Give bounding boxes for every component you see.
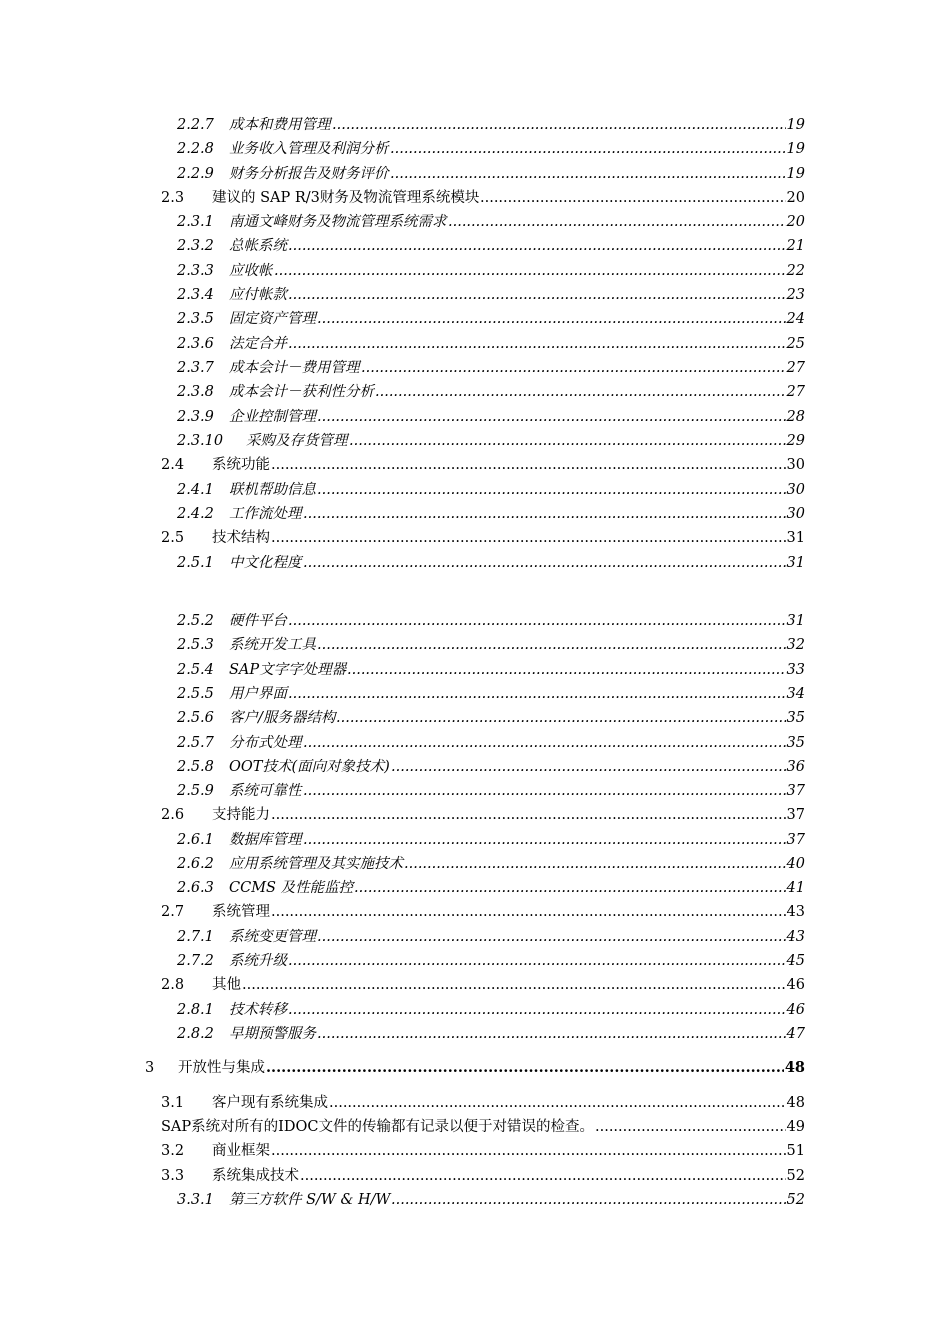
toc-entry-page: 21 — [786, 238, 805, 254]
toc-entry-page: 24 — [786, 311, 805, 327]
toc-entry[interactable] — [0, 780, 950, 802]
toc-leader-dots — [274, 260, 786, 282]
toc-leader-dots — [329, 1092, 786, 1114]
toc-entry-title: 总帐系统 — [229, 238, 287, 254]
toc-leader-dots — [242, 974, 786, 996]
toc-entry-page: 23 — [786, 287, 805, 303]
toc-leader-dots — [317, 634, 786, 656]
toc-entry-title: 其他 — [212, 977, 241, 993]
toc-entry-title: 中文化程度 — [229, 555, 302, 571]
toc-entry-title: 硬件平台 — [229, 613, 287, 629]
toc-entry-page: 49 — [786, 1119, 805, 1135]
toc-entry-number: 3.3 — [161, 1168, 185, 1184]
toc-leader-dots — [375, 381, 786, 403]
toc-entry-number: 2.2.9 — [177, 166, 214, 182]
toc-entry-number: 2.7.2 — [177, 953, 214, 969]
toc-entry-number: 2.5.1 — [177, 555, 214, 571]
toc-entry[interactable] — [0, 114, 950, 136]
toc-entry[interactable] — [0, 333, 950, 355]
toc-entry-page: 19 — [786, 117, 805, 133]
toc-entry-page: 35 — [786, 710, 805, 726]
toc-entry-page: 34 — [786, 686, 805, 702]
toc-leader-dots — [271, 454, 786, 476]
toc-leader-dots — [390, 138, 786, 160]
toc-entry[interactable] — [0, 634, 950, 656]
toc-entry-number: 2.5.4 — [177, 662, 214, 678]
toc-entry[interactable] — [0, 138, 950, 160]
toc-entry-number: 2.2.8 — [177, 141, 214, 157]
toc-leader-dots — [288, 235, 786, 257]
toc-entry-title: 客户现有系统集成 — [212, 1095, 328, 1111]
toc-entry[interactable] — [0, 1023, 950, 1045]
toc-entry[interactable] — [0, 503, 950, 525]
toc-entry-number: 2.3.8 — [177, 384, 214, 400]
toc-entry[interactable] — [0, 610, 950, 632]
toc-entry-page: 37 — [786, 832, 805, 848]
toc-leader-dots — [303, 552, 786, 574]
toc-entry[interactable] — [0, 381, 950, 403]
toc-entry-title: 成本会计－费用管理 — [229, 360, 360, 376]
toc-entry[interactable] — [0, 926, 950, 948]
toc-entry[interactable] — [0, 552, 950, 574]
toc-entry-page: 48 — [786, 1095, 805, 1111]
toc-entry-number: 2.4 — [161, 457, 185, 473]
toc-entry[interactable] — [0, 406, 950, 428]
toc-entry-title: SAP系统对所有的IDOC文件的传输都有记录以便于对错误的检查。 — [161, 1119, 594, 1135]
toc-entry-page: 31 — [786, 555, 805, 571]
toc-leader-dots — [448, 211, 786, 233]
toc-entry-title: 技术转移 — [229, 1002, 287, 1018]
toc-entry-number: 2.3.9 — [177, 409, 214, 425]
toc-entry-number: 2.3.2 — [177, 238, 214, 254]
toc-entry[interactable] — [0, 804, 950, 826]
toc-leader-dots — [336, 707, 786, 729]
toc-entry-title: 联机帮助信息 — [229, 482, 316, 498]
toc-leader-dots — [317, 479, 786, 501]
toc-entry[interactable] — [0, 454, 950, 476]
toc-entry-page: 46 — [786, 977, 805, 993]
toc-entry-page: 29 — [786, 433, 805, 449]
toc-entry[interactable] — [0, 235, 950, 257]
toc-entry-page: 27 — [786, 360, 805, 376]
toc-entry-title: 早期预警服务 — [229, 1026, 316, 1042]
toc-leader-dots — [391, 1189, 786, 1211]
toc-entry[interactable] — [0, 974, 950, 996]
toc-entry-title: 技术结构 — [212, 530, 270, 546]
toc-entry[interactable] — [0, 308, 950, 330]
toc-entry-page: 30 — [786, 506, 805, 522]
toc-leader-dots — [480, 187, 786, 209]
toc-leader-dots — [303, 503, 786, 525]
toc-entry-page: 37 — [786, 783, 805, 799]
toc-entry[interactable] — [0, 732, 950, 754]
toc-entry-title: 企业控制管理 — [229, 409, 316, 425]
toc-entry[interactable] — [0, 479, 950, 501]
toc-leader-dots — [288, 284, 786, 306]
toc-entry[interactable] — [0, 853, 950, 875]
toc-entry[interactable] — [0, 1165, 950, 1187]
toc-entry-title: 业务收入管理及利润分析 — [229, 141, 389, 157]
toc-entry-number: 3.1 — [161, 1095, 185, 1111]
toc-entry-title: 系统变更管理 — [229, 929, 316, 945]
toc-entry-number: 3.3.1 — [177, 1192, 214, 1208]
toc-entry-page: 40 — [786, 856, 805, 872]
toc-entry-page: 43 — [786, 929, 805, 945]
toc-leader-dots — [288, 999, 786, 1021]
toc-entry-title: 系统功能 — [212, 457, 270, 473]
toc-entry-title: 固定资产管理 — [229, 311, 316, 327]
toc-entry-title: 系统可靠性 — [229, 783, 302, 799]
toc-entry-number: 2.7 — [161, 904, 185, 920]
toc-leader-dots — [317, 406, 786, 428]
toc-entry-title: 商业框架 — [212, 1143, 270, 1159]
toc-leader-dots — [390, 163, 786, 185]
toc-entry[interactable] — [0, 1092, 950, 1114]
toc-entry-page: 32 — [786, 637, 805, 653]
toc-entry[interactable] — [0, 756, 950, 778]
toc-leader-dots — [595, 1116, 786, 1138]
toc-leader-dots — [317, 308, 786, 330]
toc-leader-dots — [347, 659, 786, 681]
toc-entry[interactable] — [0, 1057, 950, 1079]
toc-entry-number: 2.6 — [161, 807, 185, 823]
toc-entry-title: 系统管理 — [212, 904, 270, 920]
toc-entry[interactable] — [0, 527, 950, 549]
toc-entry-title: 建议的 SAP R/3财务及物流管理系统模块 — [212, 190, 480, 206]
toc-entry-number: 2.3.10 — [177, 433, 224, 449]
toc-entry-page: 19 — [786, 141, 805, 157]
toc-entry-number: 2.3.1 — [177, 214, 214, 230]
toc-entry-number: 3.2 — [161, 1143, 185, 1159]
toc-entry-number: 2.8 — [161, 977, 185, 993]
toc-entry-title: 用户界面 — [229, 686, 287, 702]
toc-entry-number: 2.8.2 — [177, 1026, 214, 1042]
toc-entry[interactable] — [0, 683, 950, 705]
toc-entry-title: 分布式处理 — [229, 735, 302, 751]
toc-entry-number: 2.4.2 — [177, 506, 214, 522]
toc-entry-title: 开放性与集成 — [178, 1060, 265, 1076]
toc-entry-number: 2.3 — [161, 190, 185, 206]
toc-entry-page: 41 — [786, 880, 805, 896]
toc-entry-page: 52 — [786, 1192, 805, 1208]
toc-leader-dots — [271, 1140, 786, 1162]
toc-leader-dots — [361, 357, 786, 379]
toc-entry-title: 成本会计－获利性分析 — [229, 384, 374, 400]
toc-entry[interactable] — [0, 260, 950, 282]
toc-entry-title: 应收帐 — [229, 263, 273, 279]
toc-entry-title: 系统升级 — [229, 953, 287, 969]
toc-entry[interactable] — [0, 357, 950, 379]
toc-entry-title: 系统集成技术 — [212, 1168, 299, 1184]
toc-entry-number: 2.5.7 — [177, 735, 214, 751]
toc-entry-number: 2.2.7 — [177, 117, 214, 133]
toc-entry-page: 25 — [786, 336, 805, 352]
toc-entry-page: 48 — [784, 1059, 805, 1076]
toc-leader-dots — [303, 732, 786, 754]
toc-entry-number: 2.3.6 — [177, 336, 214, 352]
toc-entry-title: 法定合并 — [229, 336, 287, 352]
toc-entry-number: 2.3.5 — [177, 311, 214, 327]
toc-entry-title: OOT技术(面向对象技术) — [229, 759, 390, 775]
toc-entry-page: 51 — [786, 1143, 805, 1159]
toc-leader-dots — [354, 877, 786, 899]
toc-entry[interactable] — [0, 284, 950, 306]
toc-entry[interactable] — [0, 187, 950, 209]
toc-leader-dots — [288, 950, 786, 972]
toc-leader-dots — [317, 1023, 786, 1045]
toc-leader-dots — [271, 901, 786, 923]
toc-entry-number: 2.5.9 — [177, 783, 214, 799]
toc-entry-title: 应用系统管理及其实施技术 — [229, 856, 403, 872]
toc-entry-number: 2.3.4 — [177, 287, 214, 303]
toc-entry-number: 2.4.1 — [177, 482, 214, 498]
toc-entry-number: 2.5.8 — [177, 759, 214, 775]
toc-entry[interactable] — [0, 163, 950, 185]
toc-entry[interactable] — [0, 1189, 950, 1211]
toc-entry-number: 2.6.1 — [177, 832, 214, 848]
toc-entry-number: 2.5.5 — [177, 686, 214, 702]
toc-entry-number: 2.5.6 — [177, 710, 214, 726]
toc-entry-page: 33 — [786, 662, 805, 678]
toc-entry-number: 2.8.1 — [177, 1002, 214, 1018]
toc-entry-page: 28 — [786, 409, 805, 425]
toc-entry-title: CCMS 及性能监控 — [229, 880, 354, 896]
toc-entry[interactable] — [0, 707, 950, 729]
toc-entry[interactable] — [0, 1140, 950, 1162]
toc-entry-page: 47 — [786, 1026, 805, 1042]
toc-leader-dots — [271, 804, 786, 826]
toc-leader-dots — [288, 610, 786, 632]
toc-entry-page: 46 — [786, 1002, 805, 1018]
toc-entry[interactable] — [0, 659, 950, 681]
toc-entry-page: 20 — [786, 190, 805, 206]
toc-entry-page: 27 — [786, 384, 805, 400]
toc-entry-title: 工作流处理 — [229, 506, 302, 522]
toc-entry-page: 45 — [786, 953, 805, 969]
toc-entry-number: 2.3.7 — [177, 360, 214, 376]
toc-leader-dots — [266, 1057, 784, 1079]
toc-entry-page: 30 — [786, 482, 805, 498]
toc-entry-page: 31 — [786, 613, 805, 629]
toc-entry-page: 36 — [786, 759, 805, 775]
toc-entry-title: 南通文峰财务及物流管理系统需求 — [229, 214, 447, 230]
toc-entry-title: SAP文字字处理器 — [229, 662, 347, 678]
toc-entry-number: 2.7.1 — [177, 929, 214, 945]
toc-leader-dots — [404, 853, 786, 875]
toc-entry-title: 应付帐款 — [229, 287, 287, 303]
toc-entry-number: 2.5.3 — [177, 637, 214, 653]
toc-entry-number: 2.6.2 — [177, 856, 214, 872]
toc-entry[interactable] — [0, 999, 950, 1021]
toc-leader-dots — [317, 926, 786, 948]
toc-leader-dots — [288, 333, 786, 355]
toc-entry-page: 30 — [786, 457, 805, 473]
toc-entry-title: 成本和费用管理 — [229, 117, 331, 133]
toc-entry-number: 3 — [145, 1060, 155, 1076]
toc-entry[interactable] — [0, 877, 950, 899]
toc-leader-dots — [303, 829, 786, 851]
toc-leader-dots — [288, 683, 786, 705]
toc-leader-dots — [271, 527, 786, 549]
toc-entry[interactable] — [0, 211, 950, 233]
toc-entry[interactable] — [0, 829, 950, 851]
toc-entry-number: 2.6.3 — [177, 880, 214, 896]
toc-entry-page: 22 — [786, 263, 805, 279]
toc-leader-dots — [391, 756, 786, 778]
toc-entry-number: 2.5.2 — [177, 613, 214, 629]
toc-entry-title: 支持能力 — [212, 807, 270, 823]
toc-entry[interactable] — [0, 1116, 950, 1138]
toc-entry-number: 2.5 — [161, 530, 185, 546]
toc-entry-title: 财务分析报告及财务评价 — [229, 166, 389, 182]
toc-entry-title: 数据库管理 — [229, 832, 302, 848]
toc-entry-page: 52 — [786, 1168, 805, 1184]
toc-entry-title: 系统开发工具 — [229, 637, 316, 653]
toc-entry-page: 37 — [786, 807, 805, 823]
toc-leader-dots — [332, 114, 786, 136]
toc-entry-number: 2.3.3 — [177, 263, 214, 279]
toc-leader-dots — [349, 430, 786, 452]
toc-leader-dots — [300, 1165, 786, 1187]
toc-entry[interactable] — [0, 901, 950, 923]
toc-entry-title: 第三方软件 S/W & H/W — [229, 1192, 391, 1208]
toc-entry[interactable] — [0, 950, 950, 972]
toc-entry-title: 客户/服务器结构 — [229, 710, 336, 726]
toc-entry-page: 35 — [786, 735, 805, 751]
toc-entry-page: 31 — [786, 530, 805, 546]
toc-entry-page: 20 — [786, 214, 805, 230]
toc-leader-dots — [303, 780, 786, 802]
toc-entry-page: 19 — [786, 166, 805, 182]
toc-entry-page: 43 — [786, 904, 805, 920]
toc-entry-title: 采购及存货管理 — [246, 433, 348, 449]
toc-entry[interactable] — [0, 430, 950, 452]
